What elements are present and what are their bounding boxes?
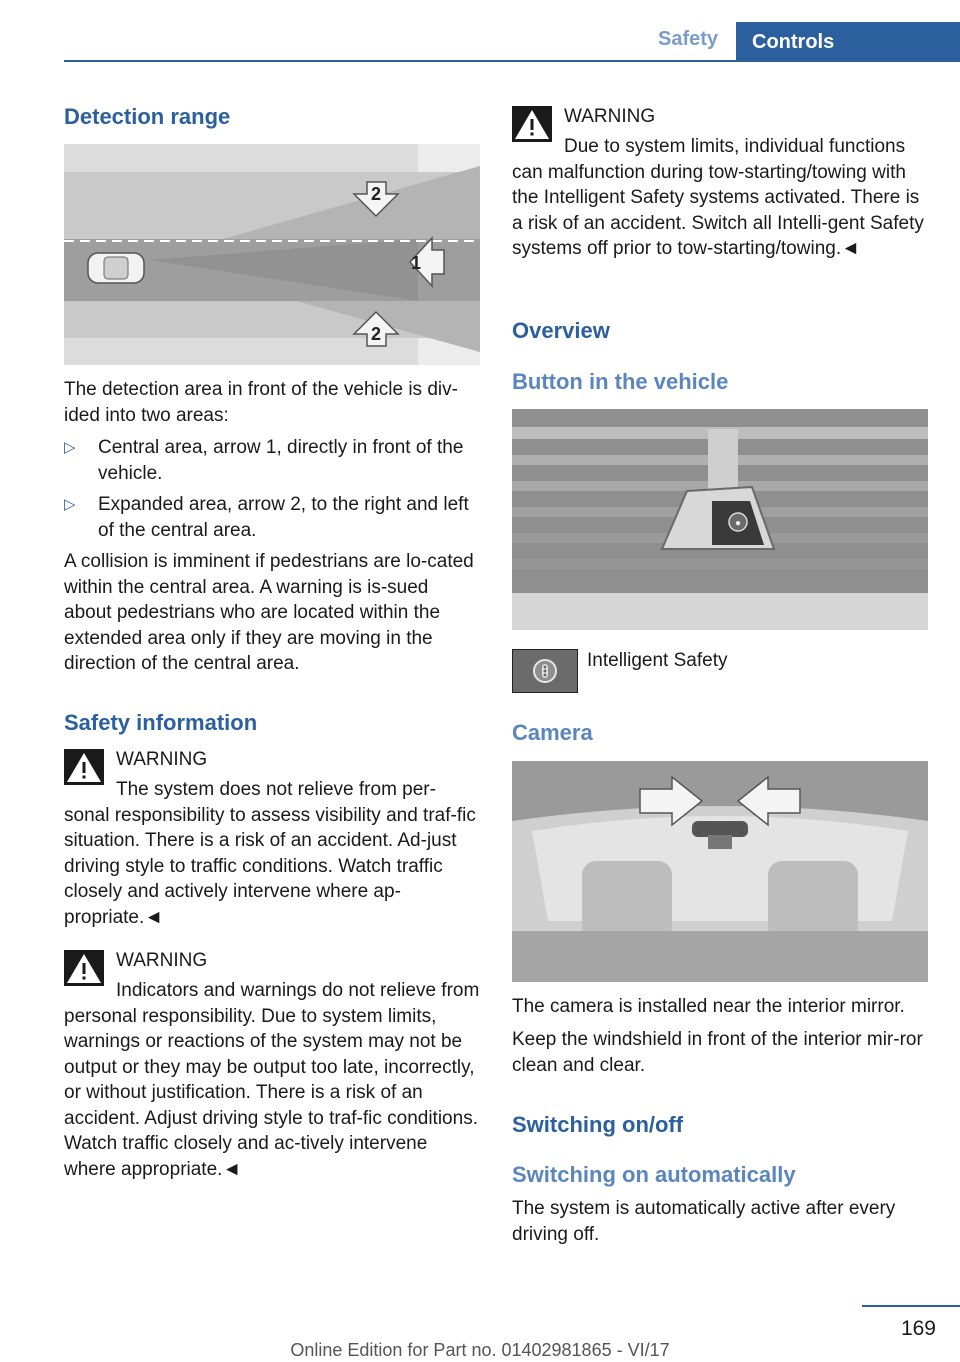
camera-care-text: Keep the windshield in front of the interior mir‐ror clean and clear.	[512, 1029, 923, 1076]
camera-text: The camera is installed near the interior mirror.	[512, 996, 905, 1017]
switching-heading: Switching on/off	[512, 1112, 684, 1137]
svg-text:1: 1	[410, 253, 422, 273]
svg-text:2: 2	[370, 184, 382, 204]
warning-block	[512, 104, 928, 294]
warning-body: The system does not relieve from per‐sonal responsibility to assess visibility and traf‐fic situation. There is a risk of an accident. Ad‐just driving style to traffic conditions. Watch traffic closely and actively intervene where ap‐propriate.◄	[64, 779, 476, 928]
section-tab-controls[interactable]: Controls	[736, 22, 960, 62]
page-header	[0, 0, 960, 62]
warning-title: WARNING	[564, 106, 656, 127]
detection-range-diagram	[64, 144, 480, 365]
edition-footer: Online Edition for Part no. 01402981865 - VI/17	[290, 1340, 670, 1360]
warning-title: WARNING	[116, 950, 208, 971]
header-rule	[64, 60, 960, 62]
warning-title: WARNING	[116, 749, 208, 770]
detection-range-figure	[64, 144, 480, 365]
intelligent-safety-button-icon	[512, 649, 578, 693]
svg-text:●: ●	[734, 518, 742, 529]
switching-auto-text: The system is automatically active after every driving off.	[512, 1198, 896, 1245]
list-item: ▷ Central area, arrow 1, directly in front of the vehicle.	[64, 437, 464, 484]
camera-heading: Camera	[512, 720, 593, 745]
button-caption: Intelligent Safety	[587, 650, 728, 671]
warning-block	[64, 948, 480, 1188]
collision-text: A collision is imminent if pedestrians are lo‐cated within the central area. A warning is is‐sued about pedestrians who are located within the extended area only if they are moving in the direction of the central area.	[64, 551, 474, 674]
overview-heading: Overview	[512, 318, 610, 343]
list-item: ▷ Expanded area, arrow 2, to the right and left of the central area.	[64, 494, 469, 541]
page-number: 169	[900, 1317, 936, 1340]
svg-text:2: 2	[370, 324, 382, 344]
detection-intro-text: The detection area in front of the vehicle is div‐ided into two areas:	[64, 379, 458, 426]
safety-information-heading: Safety information	[64, 710, 258, 735]
triangle-bullet-icon: ▷	[64, 496, 76, 513]
section-tab-safety[interactable]: Safety	[657, 28, 719, 50]
button-location-figure	[512, 409, 928, 630]
dashboard-button-photo	[512, 409, 928, 630]
detection-range-heading: Detection range	[64, 104, 231, 129]
interior-mirror-photo	[512, 761, 928, 982]
warning-body: Indicators and warnings do not relieve from personal responsibility. Due to system limits, warnings or reactions of the system may not be output or they may be output too late, incorrectly, or without justification. There is a risk of an accident. Adjust driving style to traf‐fic conditions. Watch traffic closely and ac‐tively intervene where appropriate.◄	[64, 980, 480, 1180]
triangle-bullet-icon: ▷	[64, 439, 76, 456]
warning-block	[64, 747, 480, 937]
camera-location-figure	[512, 761, 928, 982]
button-in-vehicle-heading: Button in the vehicle	[512, 369, 729, 394]
switching-auto-heading: Switching on automatically	[512, 1162, 796, 1187]
warning-body: Due to system limits, individual functions can malfunction during tow-starting/towing with the Intelligent Safety systems activated. There is a risk of an accident. Switch all Intelli‐gent Safety systems off prior to tow-starting/towing.◄	[512, 136, 924, 259]
footer-rule	[862, 1305, 960, 1307]
